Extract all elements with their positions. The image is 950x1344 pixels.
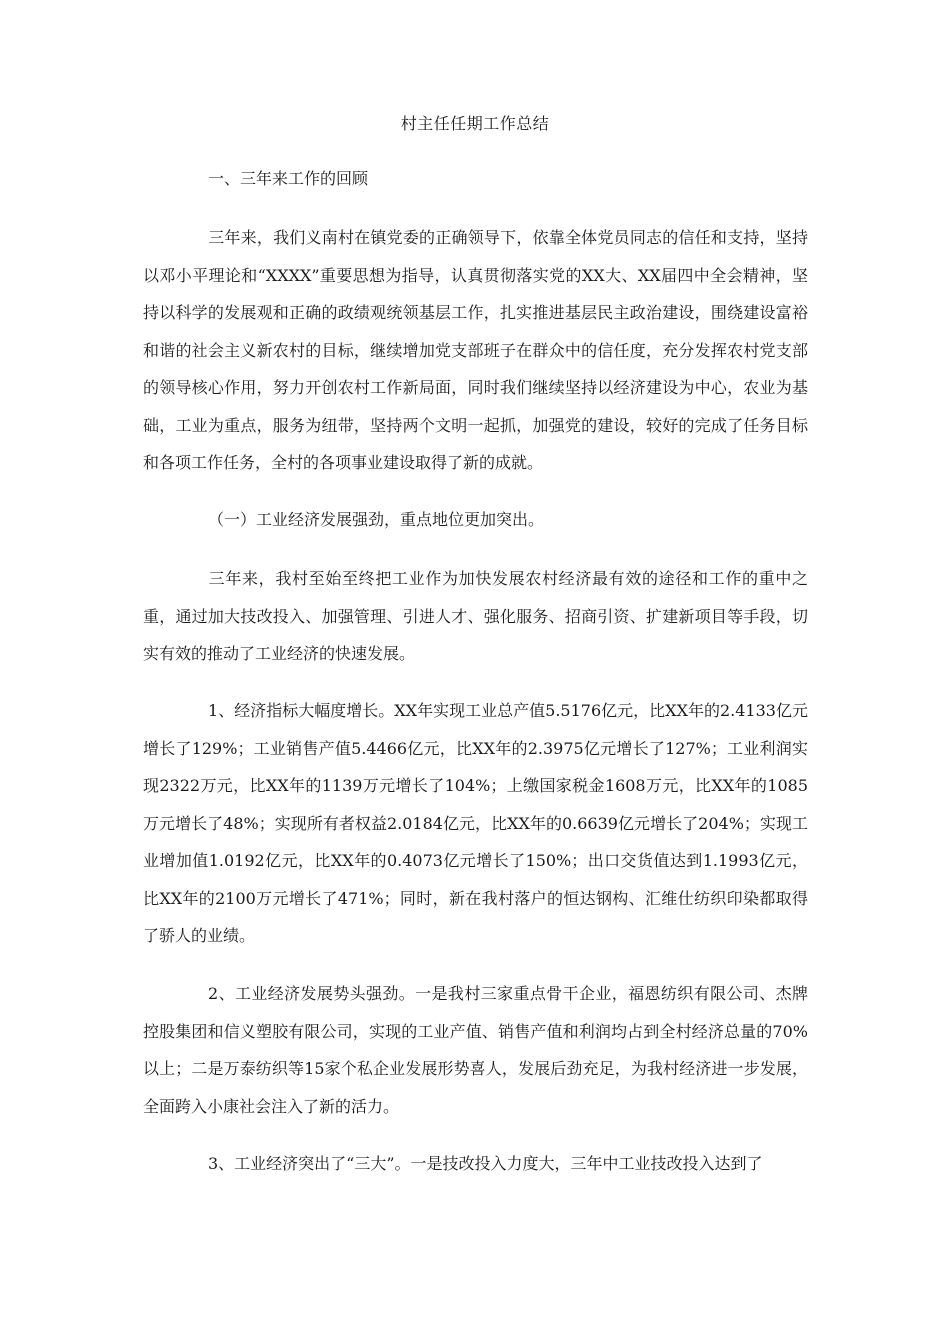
item-1-paragraph	[143, 692, 808, 955]
subsection-heading-industry: （一）工业经济发展强劲，重点地位更加突出。	[208, 510, 545, 529]
item-2-paragraph	[143, 975, 808, 1125]
item-3-paragraph	[143, 1145, 808, 1183]
item-2-text: 2、工业经济发展势头强劲。一是我村三家重点骨干企业，福恩纺织有限公司、杰牌控股集团和信义塑胶有限公司，实现的工业产值、销售产值和利润均占到全村经济总量的70%以上；二是万泰纺织等15家个私企业发展形势喜人，发展后劲充足，为我村经济进一步发展，全面跨入小康社会注入了新的活力。	[143, 984, 808, 1116]
intro-paragraph-text: 三年来，我们义南村在镇党委的正确领导下，依靠全体党员同志的信任和支持，坚持以邓小平理论和“XXXX”重要思想为指导，认真贯彻落实党的XX大、XX届四中全会精神，坚持以科学的发展观和正确的政绩观统领基层工作，扎实推进基层民主政治建设，围绕建设富裕和谐的社会主义新农村的目标，继续增加党支部班子在群众中的信任度，充分发挥农村党支部的领导核心作用，努力开创农村工作新局面，同时我们继续坚持以经济建设为中心，农业为基础，工业为重点，服务为纽带，坚持两个文明一起抓，加强党的建设，较好的完成了任务目标和各项工作任务，全村的各项事业建设取得了新的成就。	[143, 228, 808, 472]
intro-paragraph	[143, 219, 808, 482]
industry-paragraph	[143, 560, 808, 673]
item-1-text: 1、经济指标大幅度增长。XX年实现工业总产值5.5176亿元，比XX年的2.4133亿元增长了129%；工业销售产值5.4466亿元，比XX年的2.3975亿元增长了127%；工业利润实现2322万元，比XX年的1139万元增长了104%；上缴国家税金1608万元，比XX年的1085万元增长了48%；实现所有者权益2.0184亿元，比XX年的0.6639亿元增长了204%；实现工业增加值1.0192亿元，比XX年的0.4073亿元增长了150%；出口交货值达到1.1993亿元，比XX年的2100万元增长了471%；同时，新在我村落户的恒达钢构、汇维仕纺织印染都取得了骄人的业绩。	[143, 701, 808, 945]
section-heading-review: 一、三年来工作的回顾	[208, 169, 369, 188]
industry-paragraph-text: 三年来，我村至始至终把工业作为加快发展农村经济最有效的途径和工作的重中之重，通过加大技改投入、加强管理、引进人才、强化服务、招商引资、扩建新项目等手段，切实有效的推动了工业经济的快速发展。	[143, 569, 808, 663]
item-3-text: 3、工业经济突出了“三大”。一是技改投入力度大，三年中工业技改投入达到了	[208, 1154, 763, 1173]
document-title: 村主任任期工作总结	[400, 114, 550, 133]
